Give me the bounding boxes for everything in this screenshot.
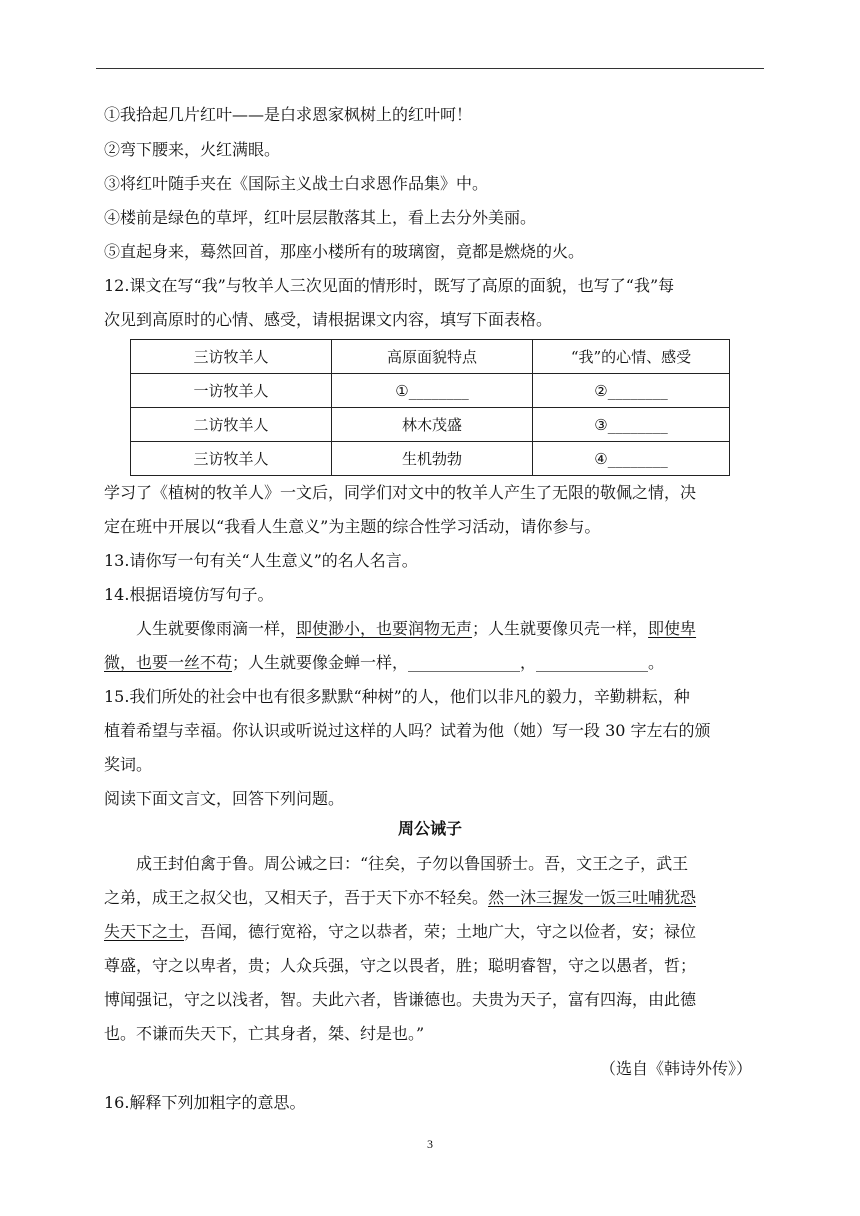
answer-blank[interactable]: ①________ xyxy=(332,374,533,408)
sentence-5: ⑤直起身来，蓦然回首，那座小楼所有的玻璃窗，竟都是燃烧的火。 xyxy=(104,242,585,261)
page-number: 3 xyxy=(427,1137,433,1151)
text: ，吾闻，德行宽裕，守之以恭者，荣；土地广大，守之以俭者，安；禄位 xyxy=(184,922,697,941)
question-12-line-2: 次见到高原时的心情、感受，请根据课文内容，填写下面表格。 xyxy=(104,310,553,329)
table-cell: 一访牧羊人 xyxy=(131,374,332,408)
passage-line-1: 成王封伯禽于鲁。周公诫之曰：“往矣，子勿以鲁国骄士。吾，文王之子，武王 xyxy=(136,854,689,873)
sentence-2: ②弯下腰来，火红满眼。 xyxy=(104,140,281,159)
text: 之弟，成王之叔父也，又相天子，吾于天下亦不轻矣。 xyxy=(104,888,489,907)
passage-line-5: 博闻强记，守之以浅者，智。夫此六者，皆谦德也。夫贵为天子，富有四海，由此德 xyxy=(104,990,697,1009)
table-cell: 二访牧羊人 xyxy=(131,408,332,442)
question-12-line-1: 12.课文在写“我”与牧羊人三次见面的情形时，既写了高原的面貌，也写了“我”每 xyxy=(104,276,675,295)
sentence-1: ①我拾起几片红叶——是白求恩家枫树上的红叶呵！ xyxy=(104,105,473,124)
passage-line-6: 也。不谦而失天下，亡其身者，桀、纣是也。” xyxy=(104,1024,425,1043)
underlined-phrase: 微，也要一丝不苟 xyxy=(104,653,233,672)
text: ；人生就要像贝壳一样， xyxy=(472,619,649,638)
sentence-3: ③将红叶随手夹在《国际主义战士白求恩作品集》中。 xyxy=(104,174,489,193)
text: ；人生就要像金蝉一样， xyxy=(232,653,409,672)
answer-blank[interactable]: ④________ xyxy=(533,442,730,476)
table-row xyxy=(131,408,730,442)
table-cell: 生机勃勃 xyxy=(332,442,533,476)
passage-line-2 xyxy=(104,888,696,908)
question-15-line-2: 植着希望与幸福。你认识或听说过这样的人吗？试着为他（她）写一段 30 字左右的颁 xyxy=(104,721,711,740)
question-15-line-3: 奖词。 xyxy=(104,755,153,774)
table-row xyxy=(131,442,730,476)
intro-line-1: 学习了《植树的牧羊人》一文后，同学们对文中的牧羊人产生了无限的敬佩之情，决 xyxy=(104,483,697,502)
table-header: 高原面貌特点 xyxy=(332,340,533,374)
question-14-line-2 xyxy=(104,653,664,673)
intro-line-2: 定在班中开展以“我看人生意义”为主题的综合性学习活动，请你参与。 xyxy=(104,517,601,536)
passage-line-4: 尊盛，守之以卑者，贵；人众兵强，守之以畏者，胜；聪明睿智，守之以愚者，哲； xyxy=(104,956,697,975)
sentence-4: ④楼前是绿色的草坪，红叶层层散落其上，看上去分外美丽。 xyxy=(104,208,537,227)
question-15-line-1: 15.我们所处的社会中也有很多默默“种树”的人，他们以非凡的毅力，辛勤耕耘，种 xyxy=(104,687,690,706)
underlined-phrase: 即使卑 xyxy=(648,619,697,638)
answer-blanks[interactable]: ______________，______________。 xyxy=(408,653,665,672)
table-header: “我”的心情、感受 xyxy=(533,340,730,374)
table-header: 三访牧羊人 xyxy=(131,340,332,374)
header-rule xyxy=(96,68,764,69)
passage-source: （选自《韩诗外传》） xyxy=(599,1059,752,1078)
underlined-phrase: 失天下之士 xyxy=(104,922,185,941)
table-cell: 三访牧羊人 xyxy=(131,442,332,476)
table-cell: 林木茂盛 xyxy=(332,408,533,442)
table-header-row xyxy=(131,340,730,374)
answer-blank[interactable]: ②________ xyxy=(533,374,730,408)
underlined-phrase: 即使渺小，也要润物无声 xyxy=(296,619,473,638)
passage-title: 周公诫子 xyxy=(397,819,462,838)
question-14-title: 14.根据语境仿写句子。 xyxy=(104,585,274,604)
text: 人生就要像雨滴一样， xyxy=(136,619,297,638)
table-row xyxy=(131,374,730,408)
answer-blank[interactable]: ③________ xyxy=(533,408,730,442)
reading-intro: 阅读下面文言文，回答下列问题。 xyxy=(104,789,345,808)
underlined-phrase: 然一沐三握发一饭三吐哺犹恐 xyxy=(488,888,697,907)
question-14-line-1 xyxy=(136,619,696,639)
question-16: 16.解释下列加粗字的意思。 xyxy=(104,1093,306,1112)
question-13: 13.请你写一句有关“人生意义”的名人名言。 xyxy=(104,551,418,570)
passage-line-3 xyxy=(104,922,696,942)
answer-table xyxy=(130,339,730,476)
